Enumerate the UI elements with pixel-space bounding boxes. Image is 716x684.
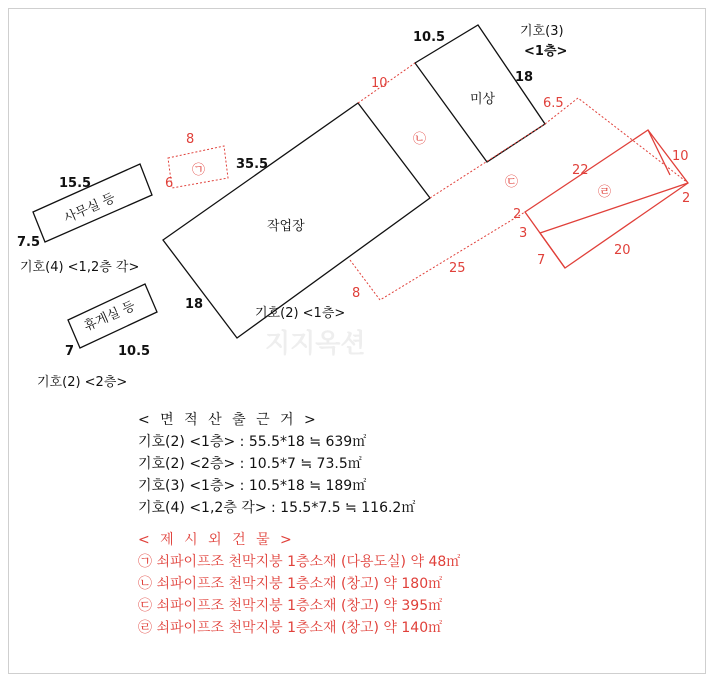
excluded-line: ㉢ 쇠파이프조 천막지붕 1층소재 (창고) 약 395㎡ (138, 598, 443, 614)
dim-3: 3 (519, 226, 528, 241)
area-basis-line: 기호(4) <1,2층 각> : 15.5*7.5 ≒ 116.2㎡ (138, 500, 416, 516)
circled-b: ㉡ (413, 132, 427, 147)
rest-label: 휴게실 등 (81, 298, 138, 335)
symbol-2-first-label: 기호(2) <1층> (255, 306, 346, 321)
area-basis-line: 기호(2) <2층> : 10.5*7 ≒ 73.5㎡ (138, 456, 362, 472)
structure-d-diagonal (540, 183, 691, 233)
dim-7: 7 (65, 344, 75, 359)
symbol-3-label: 기호(3) (520, 24, 564, 39)
area-basis-line: 기호(3) <1층> : 10.5*18 ≒ 189㎡ (138, 478, 367, 494)
dim-18-right: 18 (515, 70, 534, 85)
dim-6-5: 6.5 (543, 96, 564, 111)
dim-7-red: 7 (537, 253, 546, 268)
dim-35-5: 35.5 (236, 157, 269, 172)
circled-a: ㉠ (192, 163, 206, 178)
excluded-line: ㉡ 쇠파이프조 천막지붕 1층소재 (창고) 약 180㎡ (138, 576, 443, 592)
dim-10-right: 10 (672, 149, 689, 164)
area-basis-title: < 면 적 산 출 근 거 > (138, 412, 319, 428)
symbol-3-floor: <1층> (524, 44, 568, 59)
dim-22: 22 (572, 163, 589, 178)
dim-7-5: 7.5 (17, 235, 41, 250)
dim-2-mid: 2 (513, 207, 522, 222)
circled-d: ㉣ (598, 185, 612, 200)
dim-8-red: 8 (352, 286, 361, 301)
dim-10-5-rest: 10.5 (118, 344, 151, 359)
dim-6-small: 6 (165, 176, 174, 191)
dim-20: 20 (614, 243, 631, 258)
excluded-line: ㉣ 쇠파이프조 천막지붕 1층소재 (창고) 약 140㎡ (138, 620, 443, 636)
excluded-line: ㉠ 쇠파이프조 천막지붕 1층소재 (다용도실) 약 48㎡ (138, 554, 461, 570)
unknown-label: 미상 (470, 92, 496, 107)
symbol-4-label: 기호(4) <1,2층 각> (20, 260, 140, 275)
structure-b-c-divider (430, 124, 545, 198)
structure-c-top-edge (545, 98, 688, 183)
structure-d-inner-line (648, 130, 670, 175)
symbol-2-second-label: 기호(2) <2층> (37, 375, 128, 390)
circled-c: ㉢ (505, 175, 519, 190)
dim-2-right: 2 (682, 191, 691, 206)
dim-8-small: 8 (186, 132, 195, 147)
office-label: 사무실 등 (61, 190, 118, 227)
dim-10-red-top: 10 (371, 76, 388, 91)
dim-15-5: 15.5 (59, 176, 92, 191)
dim-10-5-top: 10.5 (413, 30, 446, 45)
excluded-title: < 제 시 외 건 물 > (138, 532, 295, 548)
workshop-label: 작업장 (267, 219, 305, 234)
area-basis-line: 기호(2) <1층> : 55.5*18 ≒ 639㎡ (138, 434, 367, 450)
dim-25: 25 (449, 261, 466, 276)
dim-18-bottom: 18 (185, 297, 204, 312)
notes-section (138, 409, 460, 639)
watermark: 지지옥션 (265, 329, 366, 359)
structure-c-bottom-edge (350, 212, 528, 300)
